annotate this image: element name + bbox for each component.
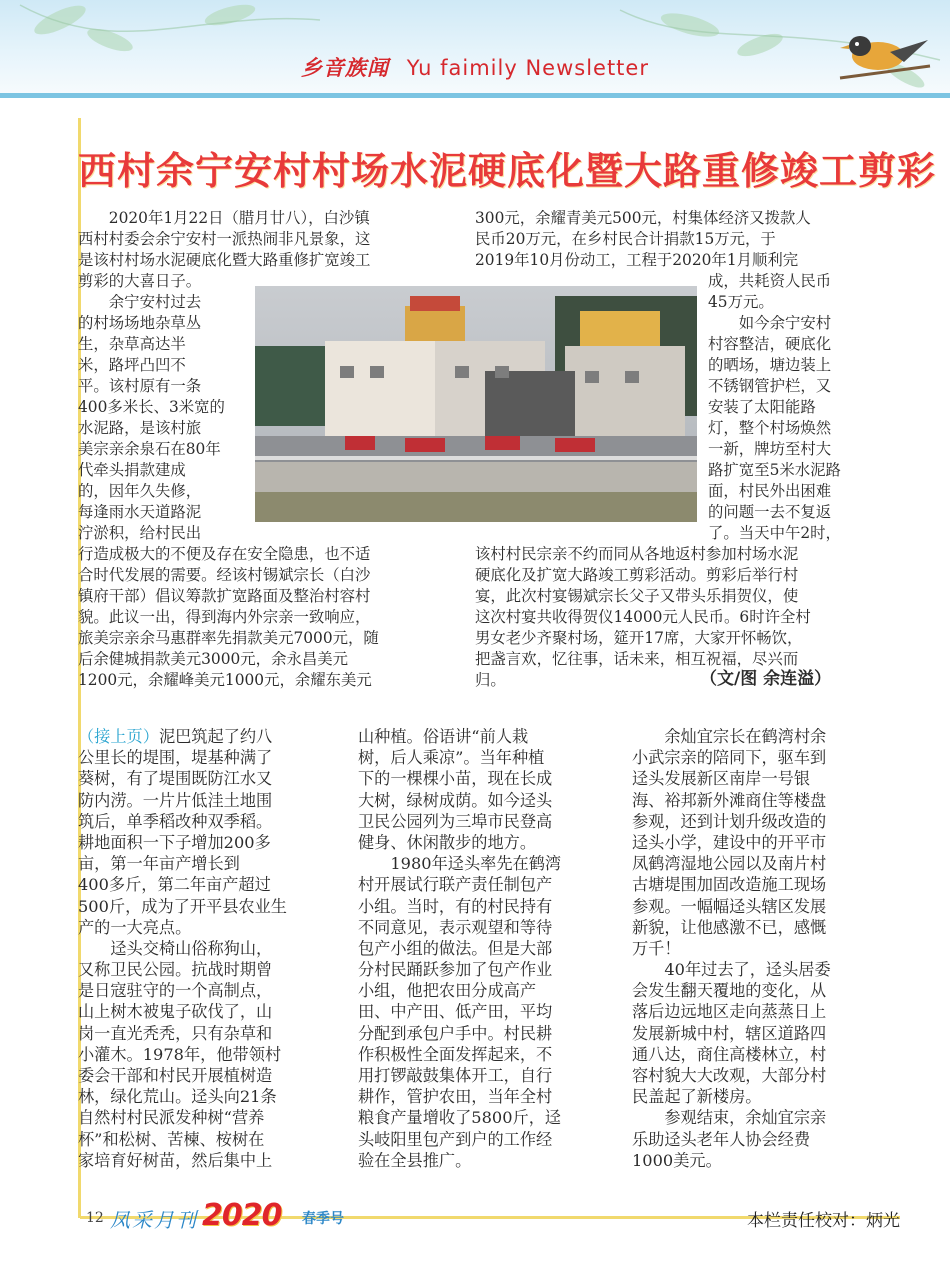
text-line: 1980年迳头率先在鹤湾 xyxy=(358,854,562,874)
text-line: 合时代发展的需要。经该村锡斌宗长（白沙 xyxy=(78,566,371,584)
text-line: 貌。此议一出，得到海内外宗亲一致响应， xyxy=(78,608,371,626)
text-line: 硬底化及扩宽大路竣工剪彩活动。剪彩后举行村 xyxy=(475,566,799,584)
text-line: 杯”和松树、苦楝、桉树在 xyxy=(78,1129,265,1149)
text-line: 产的一大亮点。 xyxy=(78,917,192,937)
text-line: 万千！ xyxy=(632,938,681,958)
continued-col3 xyxy=(632,726,831,1171)
text-line: 每逢雨水天道路泥 xyxy=(78,503,202,521)
text-line: 泞淤积，给村民出 xyxy=(78,524,202,542)
continued-col1 xyxy=(78,726,287,1171)
text-line: 400多斤，第二年亩产超过 xyxy=(78,875,271,895)
text-line: 又称卫民公园。抗战时期曾 xyxy=(78,960,273,980)
text-line: 会发生翻天覆地的变化，从 xyxy=(632,981,827,1001)
text-line: 300元，余耀青美元500元，村集体经济又拨款人 xyxy=(475,209,811,227)
text-line: 小组。当时，有的村民持有 xyxy=(358,896,553,916)
text-line: 参观，还到计划升级改造的 xyxy=(632,811,827,831)
text-line: 用打锣敲鼓集体开工，自行 xyxy=(358,1066,553,1085)
text-line: 水泥路，是该村旅 xyxy=(78,419,202,437)
text-line: 1000美元。 xyxy=(632,1150,722,1170)
text-line: 头岐阳里包产到户的工作经 xyxy=(358,1129,553,1149)
text-line: 男女老少齐聚村场，筵开17席，大家开怀畅饮， xyxy=(475,629,803,647)
text-line: 45万元。 xyxy=(708,293,774,311)
text-line: 安装了太阳能路 xyxy=(708,398,816,416)
text-line: 参观结束，余灿宜宗亲 xyxy=(632,1108,827,1128)
text-line: 后余健城捐款美元3000元，余永昌美元 xyxy=(78,650,349,668)
editor-credit: 本栏责任校对：炳光 xyxy=(747,1211,900,1231)
text-line: 西村村委会余宁安村一派热闹非凡景象，这 xyxy=(78,230,371,248)
text-line: 迳头交椅山俗称狗山， xyxy=(78,938,273,958)
text-line: 防内涝。一片片低洼土地围 xyxy=(78,790,273,810)
col1-bottom-text xyxy=(78,544,379,691)
col2-narrow-text xyxy=(708,271,841,544)
header-divider xyxy=(0,93,950,98)
text-line: 耕地面积一下子增加200多 xyxy=(78,832,271,852)
col1-narrow-text xyxy=(78,292,225,544)
text-line: 自然村村民派发种树“营养 xyxy=(78,1108,265,1128)
text-line: 的村场场地杂草丛 xyxy=(78,314,202,332)
text-line: 剪彩的大喜日子。 xyxy=(78,272,202,290)
text-line: 生，杂草高达半 xyxy=(78,335,186,353)
village-photo xyxy=(255,286,697,522)
text-line: 余灿宜宗长在鹤湾村余 xyxy=(632,727,827,746)
text-line: 的，因年久失修， xyxy=(78,482,202,500)
text-line: 山种植。俗语讲“前人栽 xyxy=(358,727,529,746)
magazine-name: 凤采月刊 xyxy=(110,1208,198,1232)
text-line: 作积极性全面发挥起来，不 xyxy=(358,1044,553,1064)
text-line: 分配到承包户手中。村民耕 xyxy=(358,1023,553,1043)
text-line: 不锈钢管护栏，又 xyxy=(708,377,832,395)
text-line: 岗一直光秃秃，只有杂草和 xyxy=(78,1023,273,1043)
text-line: 美宗亲余泉石在80年 xyxy=(78,440,221,458)
article-title: 西村余宁安村村场水泥硬底化暨大路重修竣工剪彩 xyxy=(78,148,937,193)
text-line: 小武宗亲的陪同下，驱车到 xyxy=(632,748,827,768)
text-line: 旅美宗亲余马惠群率先捐款美元7000元，随 xyxy=(78,629,379,647)
bird-icon xyxy=(830,18,940,88)
text-line: 迳头发展新区南岸一号银 xyxy=(632,769,811,789)
text-line: 小灌木。1978年，他带领村 xyxy=(78,1044,282,1064)
text-line xyxy=(78,726,287,747)
text-line: 健身、休闲散步的地方。 xyxy=(358,832,537,852)
article-byline: （文/图 余连溢） xyxy=(700,669,832,689)
text-line: 凤鹤湾湿地公园以及南片村 xyxy=(632,854,827,874)
text-line: 2020年1月22日（腊月廿八），白沙镇 xyxy=(78,209,370,227)
text-line: 一新，牌坊至村大 xyxy=(708,440,832,458)
text-line: 余宁安村过去 xyxy=(78,293,202,311)
text-line: 大树，绿树成荫。如今迳头 xyxy=(358,790,553,810)
text-line: 宴，此次村宴锡斌宗长父子又带头乐捐贺仪，使 xyxy=(475,587,799,605)
section-masthead xyxy=(0,52,950,82)
text-line: 40年过去了，迳头居委 xyxy=(632,960,831,980)
text-line: 乐助迳头老年人协会经费 xyxy=(632,1129,811,1149)
text-line: 是日寇驻守的一个高制点， xyxy=(78,981,273,1001)
text-line: 500斤，成为了开平县农业生 xyxy=(78,896,287,916)
page-number: 12 xyxy=(86,1210,104,1226)
text-line: 落后边远地区走向蒸蒸日上 xyxy=(632,1002,827,1022)
text-line: 灯，整个村场焕然 xyxy=(708,419,832,437)
text-line: 包产小组的做法。但是大部 xyxy=(358,938,553,958)
text-line: 委会干部和村民开展植树造 xyxy=(78,1066,273,1085)
text-line: 粮食产量增收了5800斤，迳 xyxy=(358,1108,562,1128)
text-line: 田、中产田、低产田，平均 xyxy=(358,1002,553,1022)
text-line: 民币20万元，在乡村民合计捐款15万元，于 xyxy=(475,230,776,248)
text-line: 通八达，商住高楼林立，村 xyxy=(632,1044,827,1064)
text-line: 路扩宽至5米水泥路 xyxy=(708,461,841,479)
text-line: 归。 xyxy=(475,671,506,689)
continued-prefix: （接上页） xyxy=(78,727,159,746)
text-line: 验在全县推广。 xyxy=(358,1150,472,1170)
text-line: 泥巴筑起了约八 xyxy=(158,727,273,746)
text-line: 行造成极大的不便及存在安全隐患，也不适 xyxy=(78,545,371,563)
text-line: 村容整洁，硬底化 xyxy=(708,335,832,353)
text-line: 迳头小学，建设中的开平市 xyxy=(632,832,827,852)
text-line: 卫民公园列为三埠市民登高 xyxy=(358,811,553,831)
text-line: 的晒场，塘边装上 xyxy=(708,356,832,374)
text-line: 小组，他把农田分成高产 xyxy=(358,981,537,1001)
text-line: 该村村民宗亲不约而同从各地返村参加村场水泥 xyxy=(475,545,799,563)
text-line: 如今余宁安村 xyxy=(708,314,832,332)
text-line: 这次村宴共收得贺仪14000元人民币。6时许全村 xyxy=(475,608,811,626)
text-line: 成，共耗资人民币 xyxy=(708,272,832,290)
col2-top-text xyxy=(475,208,811,271)
text-line: 下的一棵棵小苗，现在长成 xyxy=(358,769,553,789)
text-line: 分村民踊跃参加了包产作业 xyxy=(358,960,553,980)
text-line: 了。当天中午2时， xyxy=(708,524,841,542)
text-line: 镇府干部）倡议筹款扩宽路面及整治村容村 xyxy=(78,587,371,605)
text-line: 1200元，余耀峰美元1000元，余耀东美元 xyxy=(78,671,372,689)
text-line: 新貌，让他感激不已，感慨 xyxy=(632,917,827,937)
text-line: 代牵头捐款建成 xyxy=(78,461,186,479)
text-line: 平。该村原有一条 xyxy=(78,377,202,395)
section-name-cn: 乡音族闻 xyxy=(301,55,390,80)
text-line: 筑后，单季稻改种双季稻。 xyxy=(78,811,273,831)
section-name-en: Yu faimily Newsletter xyxy=(406,56,649,80)
continued-col2 xyxy=(358,726,561,1171)
text-line: 林，绿化荒山。迳头向21条 xyxy=(78,1087,277,1107)
magazine-issue: 春季号 xyxy=(302,1211,344,1227)
text-line: 发展新城中村，辖区道路四 xyxy=(632,1023,827,1043)
magazine-year: 2020 xyxy=(202,1198,282,1233)
text-line: 400多米长、3米宽的 xyxy=(78,398,225,416)
text-line: 民盖起了新楼房。 xyxy=(632,1087,762,1107)
text-line: 古塘堤围加固改造施工现场 xyxy=(632,875,827,895)
text-line: 亩，第一年亩产增长到 xyxy=(78,854,240,874)
text-line: 参观。一幅幅迳头辖区发展 xyxy=(632,896,827,916)
text-line: 海、裕邦新外滩商住等楼盘 xyxy=(632,790,827,810)
text-line: 面，村民外出困难 xyxy=(708,482,832,500)
col1-top-text xyxy=(78,208,370,292)
text-line: 家培育好树苗，然后集中上 xyxy=(78,1150,273,1170)
text-line: 是该村村场水泥硬底化暨大路重修扩宽竣工 xyxy=(78,251,371,269)
text-line: 山上树木被鬼子砍伐了，山 xyxy=(78,1002,273,1022)
text-line: 公里长的堤围，堤基种满了 xyxy=(78,748,273,768)
text-line: 把盏言欢，忆往事，话未来，相互祝福，尽兴而 xyxy=(475,650,799,668)
text-line: 的问题一去不复返 xyxy=(708,503,832,521)
text-line: 耕作，管护农田，当年全村 xyxy=(358,1087,553,1107)
text-line: 树，后人乘凉”。当年种植 xyxy=(358,748,545,768)
text-line: 容村貌大大改观，大部分村 xyxy=(632,1066,827,1085)
text-line: 葵树，有了堤围既防江水又 xyxy=(78,769,273,789)
text-line: 村开展试行联产责任制包产 xyxy=(358,875,553,895)
page-footer xyxy=(80,1198,900,1232)
text-line: 2019年10月份动工，工程于2020年1月顺利完 xyxy=(475,251,799,269)
text-line: 不同意见，表示观望和等待 xyxy=(358,917,553,937)
text-line: 米，路坪凸凹不 xyxy=(78,356,186,374)
